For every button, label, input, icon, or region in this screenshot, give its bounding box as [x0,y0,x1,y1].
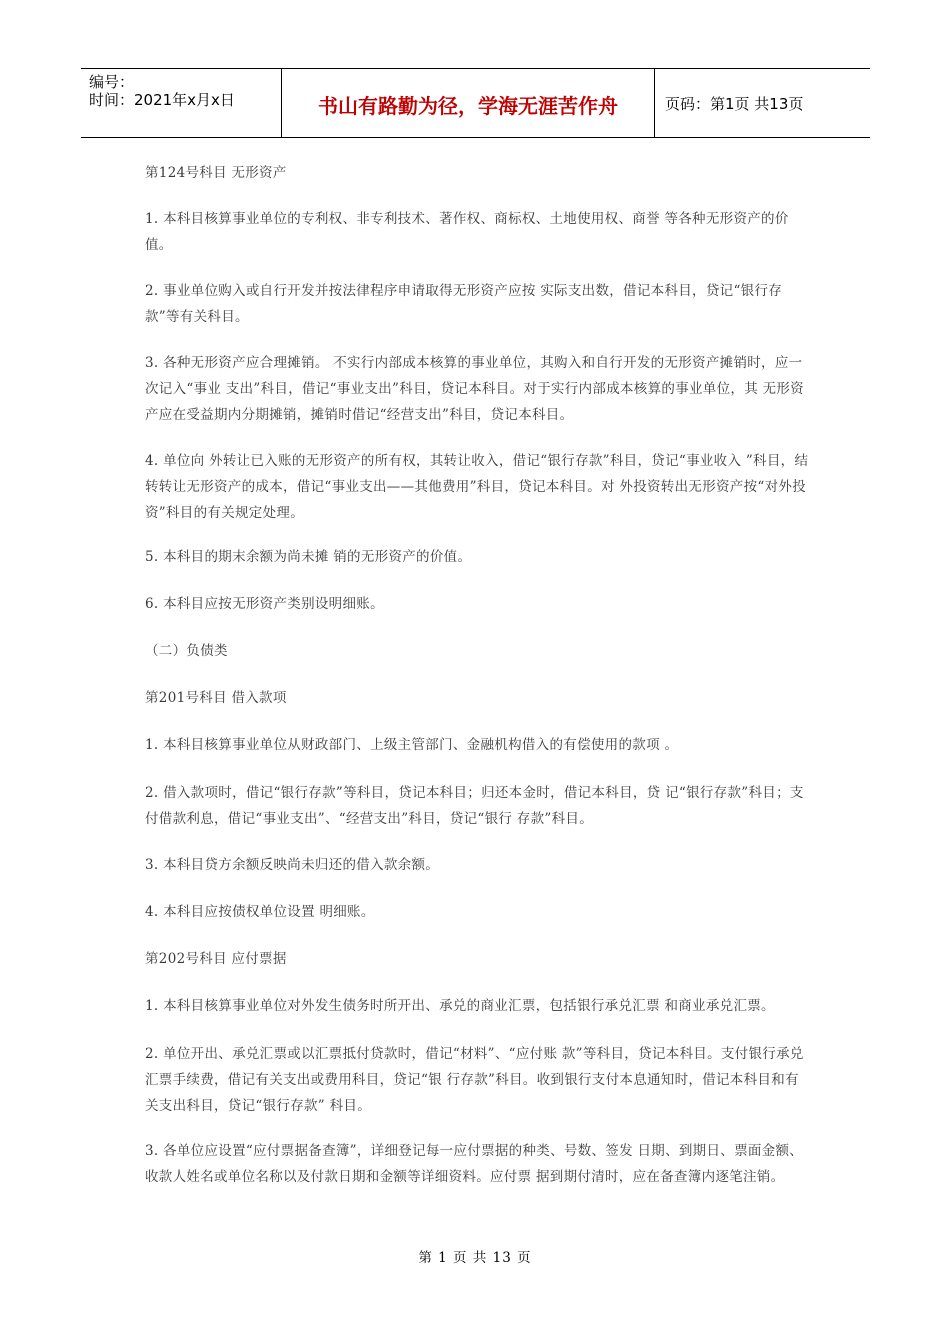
paragraph-202-1: 1. 本科目核算事业单位对外发生债务时所开出、承兑的商业汇票，包括银行承兑汇票 和商业承兑汇票。 [145,998,775,1014]
paragraph-124-6: 6. 本科目应按无形资产类别设明细账。 [145,596,384,612]
paragraph-124-3: 3. 各种无形资产应合理摊销。 不实行内部成本核算的事业单位，其购入和自行开发的无形资产摊销时，应一次记入“事业 支出”科目，借记“事业支出”科目，贷记本科目。对于实行内部成本核算的事业单位，其 无形资产应在受益期内分期摊销，摊销时借记“经营支出”科目，贷记本科目。 [145,355,804,423]
header-left-cell [81,69,282,137]
paragraph-201-4: 4. 本科目应按债权单位设置 明细账。 [145,904,375,920]
section-heading-201: 第201号科目 借入款项 [145,690,287,706]
header-page-info: 页码：第1页 共13页 [665,95,804,113]
paragraph-201-2: 2. 借入款项时，借记“银行存款”等科目，贷记本科目；归还本金时，借记本科目，贷 记“银行存款”科目；支付借款利息，借记“事业支出”、“经营支出”科目，贷记“银行 存款”科目。 [145,785,804,827]
paragraph-202-2: 2. 单位开出、承兑汇票或以汇票抵付贷款时，借记“材料”、“应付账 款”等科目，贷记本科目。支付银行承兑汇票手续费，借记有关支出或费用科目，贷记“银 行存款”科目。收到银行支付本息通知时，借记本科目和有关支出科目，贷记“银行存款” 科目。 [145,1046,804,1114]
section-heading-124: 第124号科目 无形资产 [145,165,287,181]
page-header [81,68,870,138]
paragraph-124-4: 4. 单位向 外转让已入账的无形资产的所有权，其转让收入，借记“银行存款”科目，贷记“事业收入 ”科目，结转转让无形资产的成本，借记“事业支出——其他费用”科目，贷记本科目。对 外投资转出无形资产按“对外投资”科目的有关规定处理。 [145,453,809,521]
paragraph-202-3: 3. 各单位应设置“应付票据备查簿”，详细登记每一应付票据的种类、号数、签发 日期、到期日、票面金额、收款人姓名或单位名称以及付款日期和金额等详细资料。应付票 据到期付清时，应在备查簿内逐笔注销。 [145,1143,804,1185]
category-heading-liabilities: （二）负债类 [145,643,228,659]
paragraph-201-1: 1. 本科目核算事业单位从财政部门、上级主管部门、金融机构借入的有偿使用的款项 。 [145,737,679,753]
paragraph-124-5: 5. 本科目的期末余额为尚未摊 销的无形资产的价值。 [145,549,472,565]
paragraph-201-3: 3. 本科目贷方余额反映尚未归还的借入款余额。 [145,857,440,873]
paragraph-124-2: 2. 事业单位购入或自行开发并按法律程序申请取得无形资产应按 实际支出数，借记本科目，贷记“银行存款”等有关科目。 [145,283,783,325]
section-heading-202: 第202号科目 应付票据 [145,951,287,967]
page-footer-number: 第 1 页 共 13 页 [418,1250,532,1266]
header-motto: 书山有路勤为径，学海无涯苦作舟 [318,94,618,118]
paragraph-124-1: 1. 本科目核算事业单位的专利权、非专利技术、著作权、商标权、土地使用权、商誉 等各种无形资产的价值。 [145,211,789,253]
document-number-label: 编号： [89,73,135,91]
document-date: 时间：2021年x月x日 [89,91,235,109]
header-right-cell [655,69,870,137]
header-center-cell [282,69,655,137]
